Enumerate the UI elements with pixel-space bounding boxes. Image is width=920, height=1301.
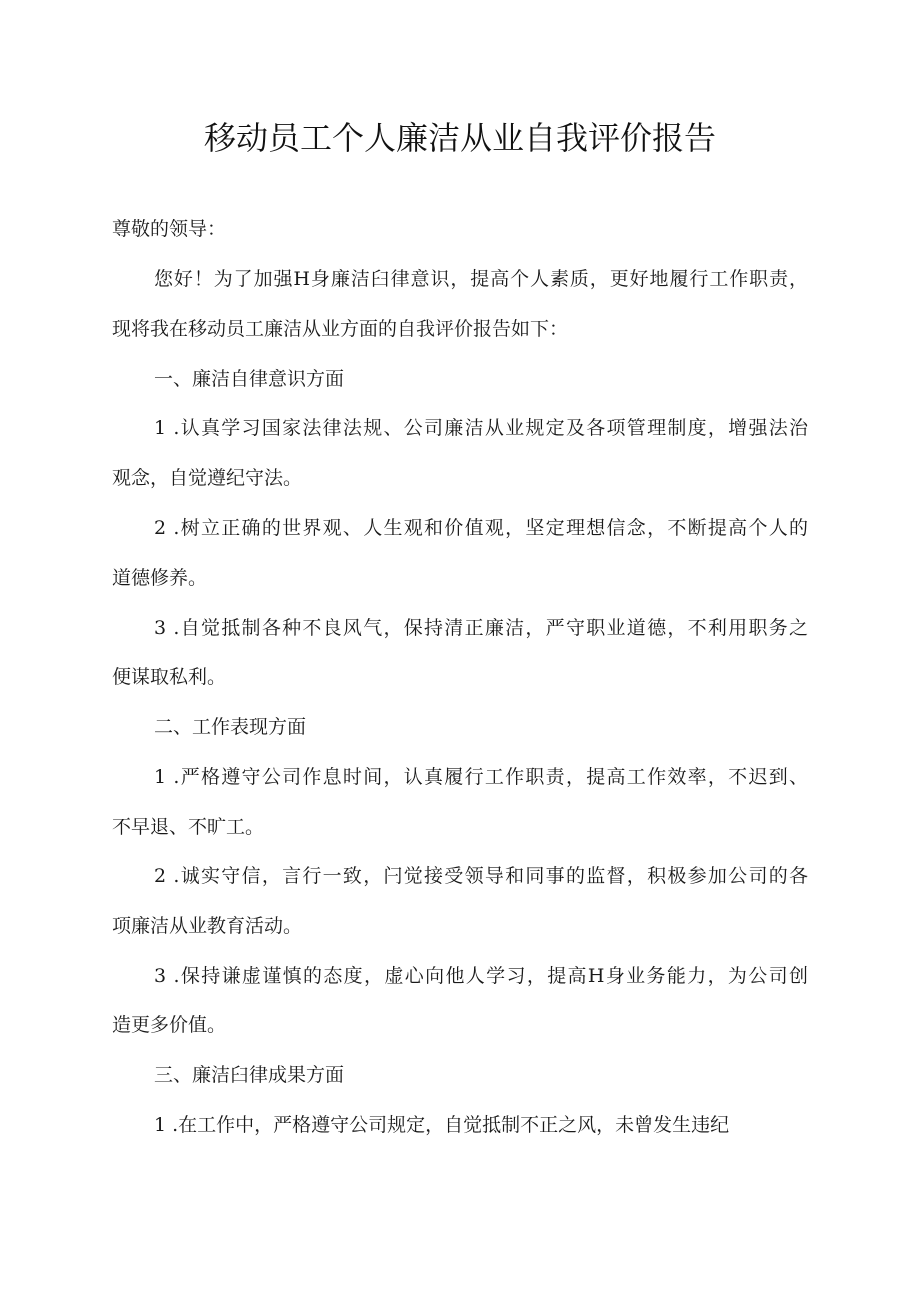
- section-heading-1: 一、廉洁自律意识方面: [154, 368, 345, 390]
- section-2-item-2-line-1: 2 .诚实守信，言行一致，闩觉接受领导和同事的监督，积极参加公司的各: [154, 865, 808, 887]
- section-2-item-1-line-1: 1 .严格遵守公司作息时间，认真履行工作职责，提高工作效率，不迟到、: [154, 766, 808, 788]
- section-1-item-2-line-2: 道德修养。: [112, 567, 208, 589]
- section-2-item-3-line-1: 3 .保持谦虚谨慎的态度，虚心向他人学习，提高H身业务能力，为公司创: [154, 965, 808, 987]
- salutation: 尊敬的领导：: [112, 218, 227, 240]
- section-2-item-1-line-2: 不早退、不旷工。: [112, 816, 265, 838]
- section-2-item-3-line-2: 造更多价值。: [112, 1014, 227, 1036]
- section-1-item-2-line-1: 2 .树立正确的世界观、人生观和价值观，坚定理想信念，不断提高个人的: [154, 517, 808, 539]
- section-1-item-1-line-1: 1 .认真学习国家法律法规、公司廉洁从业规定及各项管理制度，增强法治: [154, 417, 808, 439]
- section-1-item-3-line-1: 3 .自觉抵制各种不良风气，保持清正廉洁，严守职业道德，不利用职务之: [154, 617, 808, 639]
- section-3-item-1-line-1: 1 .在工作中，严格遵守公司规定，自觉抵制不正之风，未曾发生违纪: [154, 1114, 730, 1136]
- section-1-item-1-line-2: 观念，自觉遵纪守法。: [112, 467, 303, 489]
- intro-line-1: 您好！为了加强H身廉洁臼律意识，提高个人素质，更好地履行工作职责，: [154, 268, 808, 290]
- section-1-item-3-line-2: 便谋取私利。: [112, 666, 227, 688]
- document-title: 移动员工个人廉洁从业自我评价报告: [203, 119, 716, 157]
- section-2-item-2-line-2: 项廉洁从业教育活动。: [112, 915, 303, 937]
- section-heading-2: 二、工作表现方面: [154, 716, 307, 738]
- section-heading-3: 三、廉洁臼律成果方面: [154, 1064, 345, 1086]
- intro-line-2: 现将我在移动员工廉洁从业方面的自我评价报告如下：: [112, 318, 569, 340]
